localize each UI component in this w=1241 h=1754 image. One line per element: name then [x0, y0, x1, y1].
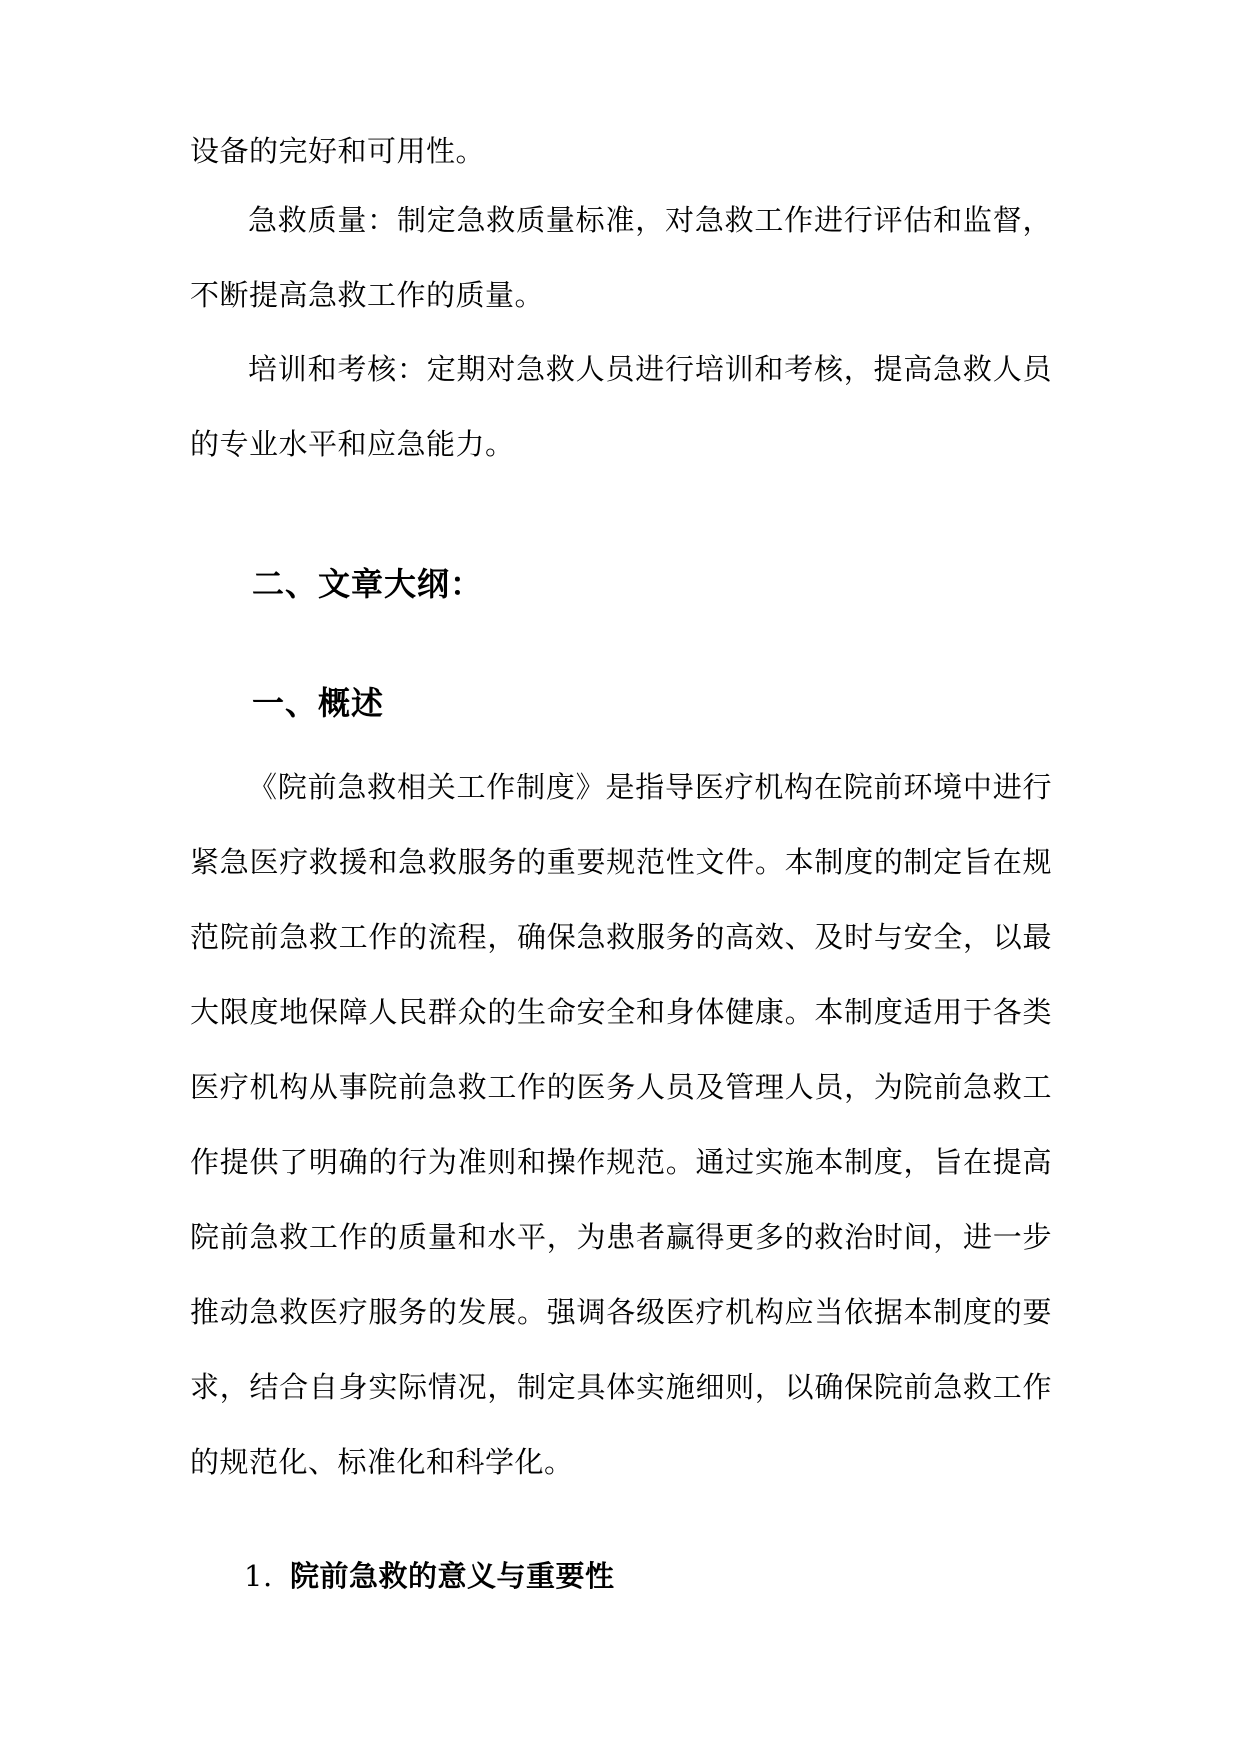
paragraph-training-assessment: 培训和考核：定期对急救人员进行培训和考核，提高急救人员的专业水平和应急能力。	[190, 352, 1052, 461]
paragraph-overview: 《院前急救相关工作制度》是指导医疗机构在院前环境中进行紧急医疗救援和急救服务的重要规范性文件。本制度的制定旨在规范院前急救工作的流程，确保急救服务的高效、及时与安全，以最大限度地保障人民群众的生命安全和身体健康。本制度适用于各类医疗机构从事院前急救工作的医务人员及管理人员，为院前急救工作提供了明确的行为准则和操作规范。通过实施本制度，旨在提高院前急救工作的质量和水平，为患者赢得更多的救治时间，进一步推动急救医疗服务的发展。强调各级医疗机构应当依据本制度的要求，结合自身实际情况，制定具体实施细则，以确保院前急救工作的规范化、标准化和科学化。	[190, 770, 1052, 1479]
paragraph-emergency-quality: 急救质量：制定急救质量标准，对急救工作进行评估和监督，不断提高急救工作的质量。	[190, 203, 1052, 312]
heading-overview: 一、概述	[252, 684, 385, 722]
subheading-title: 院前急救的意义与重要性	[290, 1559, 615, 1593]
subheading-significance	[244, 1556, 615, 1596]
paragraph-equipment-continued: 设备的完好和可用性。	[190, 134, 486, 168]
subheading-number: 1.	[244, 1559, 273, 1593]
heading-article-outline: 二、文章大纲：	[252, 565, 484, 603]
